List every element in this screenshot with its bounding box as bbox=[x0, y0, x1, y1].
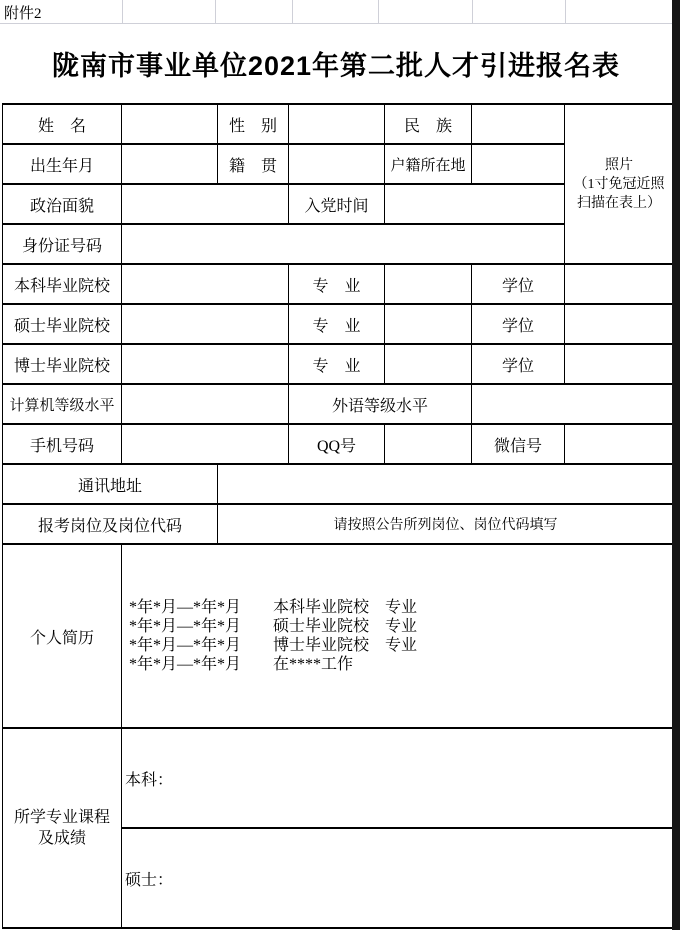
resume-line: *年*月—*年*月 硕士毕业院校 专业 bbox=[129, 618, 418, 635]
input-cell-wechat[interactable] bbox=[565, 424, 674, 464]
input-cell-master-school[interactable] bbox=[122, 304, 289, 344]
field-label-wechat: 微信号 bbox=[472, 424, 565, 464]
table-row bbox=[3, 344, 674, 384]
table-row bbox=[3, 104, 674, 144]
form-title: 陇南市事业单位2021年第二批人才引进报名表 bbox=[51, 51, 621, 81]
photo-note-line2: 扫描在表上） bbox=[577, 195, 661, 211]
field-label-bachelor-major: 专 业 bbox=[289, 264, 385, 304]
input-cell-id-number[interactable] bbox=[122, 224, 565, 264]
input-cell-doctor-major[interactable] bbox=[385, 344, 472, 384]
field-label-party-join-time: 入党时间 bbox=[289, 184, 385, 224]
field-label-mailing-address: 通讯地址 bbox=[3, 464, 218, 504]
input-cell-ethnicity[interactable] bbox=[472, 104, 565, 144]
spreadsheet-gridline-v bbox=[215, 0, 216, 23]
field-label-courses bbox=[3, 728, 122, 928]
input-cell-political-status[interactable] bbox=[122, 184, 289, 224]
input-cell-bachelor-degree[interactable] bbox=[565, 264, 674, 304]
field-label-master-school: 硕士毕业院校 bbox=[3, 304, 122, 344]
table-row bbox=[3, 264, 674, 304]
spreadsheet-gridline-v bbox=[378, 0, 379, 23]
spreadsheet-gridline-v bbox=[472, 0, 473, 23]
field-label-applied-position: 报考岗位及岗位代码 bbox=[3, 504, 218, 544]
field-label-name: 姓 名 bbox=[3, 104, 122, 144]
photo-cell bbox=[565, 104, 674, 264]
field-label-computer-level: 计算机等级水平 bbox=[3, 384, 122, 424]
field-label-bachelor-school: 本科毕业院校 bbox=[3, 264, 122, 304]
scan-edge-shadow bbox=[672, 0, 680, 930]
course-cell-bachelor[interactable] bbox=[122, 728, 674, 828]
course-cell-master[interactable] bbox=[122, 828, 674, 928]
field-label-master-degree: 学位 bbox=[472, 304, 565, 344]
input-cell-doctor-degree[interactable] bbox=[565, 344, 674, 384]
table-row bbox=[3, 424, 674, 464]
spreadsheet-gridline-v bbox=[122, 0, 123, 23]
table-row bbox=[3, 728, 674, 828]
field-label-doctor-major: 专 业 bbox=[289, 344, 385, 384]
table-row bbox=[3, 304, 674, 344]
position-note-cell: 请按照公告所列岗位、岗位代码填写 bbox=[218, 504, 674, 544]
table-row bbox=[3, 544, 674, 728]
photo-note-line1: （1寸免冠近照 bbox=[573, 176, 665, 192]
field-label-doctor-degree: 学位 bbox=[472, 344, 565, 384]
field-label-gender: 性 别 bbox=[218, 104, 289, 144]
table-row bbox=[3, 464, 674, 504]
input-cell-computer-level[interactable] bbox=[122, 384, 289, 424]
bachelor-prefix-label: 本科： bbox=[125, 771, 174, 789]
resume-line: *年*月—*年*月 博士毕业院校 专业 bbox=[129, 637, 418, 654]
application-form-table bbox=[2, 103, 674, 929]
courses-label-line2: 及成绩 bbox=[37, 830, 86, 847]
input-cell-qq[interactable] bbox=[385, 424, 472, 464]
field-label-ethnicity: 民 族 bbox=[385, 104, 472, 144]
input-cell-doctor-school[interactable] bbox=[122, 344, 289, 384]
field-label-native-place: 籍 贯 bbox=[218, 144, 289, 184]
table-row bbox=[3, 504, 674, 544]
input-cell-birth-date[interactable] bbox=[122, 144, 218, 184]
input-cell-native-place[interactable] bbox=[289, 144, 385, 184]
field-label-mobile: 手机号码 bbox=[3, 424, 122, 464]
field-label-bachelor-degree: 学位 bbox=[472, 264, 565, 304]
input-cell-bachelor-major[interactable] bbox=[385, 264, 472, 304]
table-row bbox=[3, 384, 674, 424]
field-label-id-number: 身份证号码 bbox=[3, 224, 122, 264]
field-label-household-location: 户籍所在地 bbox=[385, 144, 472, 184]
field-label-foreign-language-level: 外语等级水平 bbox=[289, 384, 472, 424]
input-cell-mobile[interactable] bbox=[122, 424, 289, 464]
spreadsheet-gridline-v bbox=[292, 0, 293, 23]
courses-label-line1: 所学专业课程 bbox=[13, 809, 110, 826]
photo-label: 照片 bbox=[605, 157, 633, 173]
input-cell-master-major[interactable] bbox=[385, 304, 472, 344]
input-cell-gender[interactable] bbox=[289, 104, 385, 144]
field-label-doctor-school: 博士毕业院校 bbox=[3, 344, 122, 384]
attachment-label: 附件2 bbox=[4, 6, 42, 22]
input-cell-bachelor-school[interactable] bbox=[122, 264, 289, 304]
field-label-master-major: 专 业 bbox=[289, 304, 385, 344]
input-cell-master-degree[interactable] bbox=[565, 304, 674, 344]
field-label-birth-date: 出生年月 bbox=[3, 144, 122, 184]
resume-line: *年*月—*年*月 在****工作 bbox=[129, 656, 354, 673]
input-cell-mailing-address[interactable] bbox=[218, 464, 674, 504]
master-prefix-label: 硕士： bbox=[125, 871, 174, 889]
field-label-resume: 个人简历 bbox=[3, 544, 122, 728]
resume-content-cell[interactable] bbox=[122, 544, 674, 728]
input-cell-household-location[interactable] bbox=[472, 144, 565, 184]
field-label-political-status: 政治面貌 bbox=[3, 184, 122, 224]
resume-line: *年*月—*年*月 本科毕业院校 专业 bbox=[129, 599, 418, 616]
input-cell-foreign-language-level[interactable] bbox=[472, 384, 674, 424]
input-cell-name[interactable] bbox=[122, 104, 218, 144]
spreadsheet-gridline-v bbox=[565, 0, 566, 23]
field-label-qq: QQ号 bbox=[289, 424, 385, 464]
input-cell-party-join-time[interactable] bbox=[385, 184, 565, 224]
